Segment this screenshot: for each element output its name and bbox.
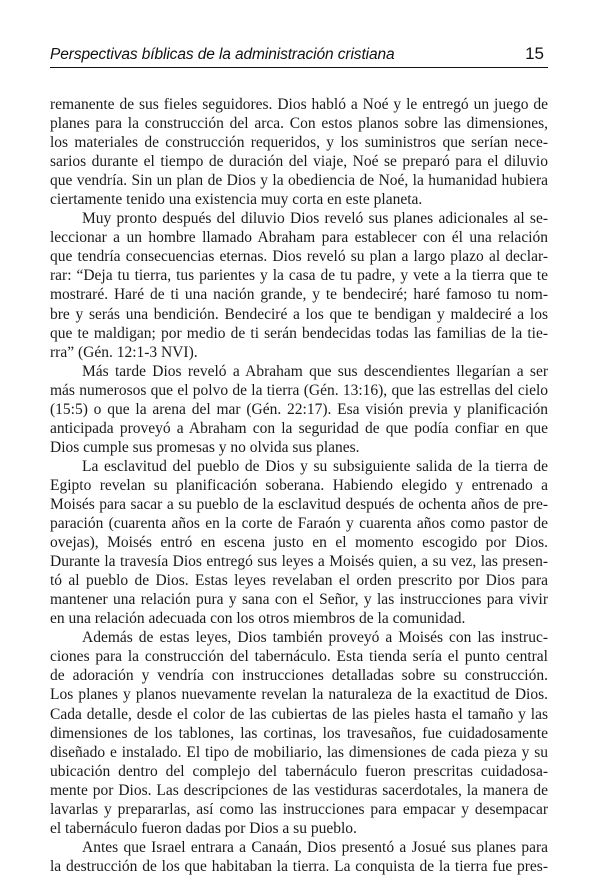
text-line: el tabernáculo fueron dadas por Dios a su pueblo. [50,819,357,837]
paragraph [50,362,548,457]
text-line: sarios durante el tiempo de duración del viaje, Noé se preparó para el diluvio [50,153,548,171]
text-line: ovejas), Moisés entró en escena justo en el momento escogido por Dios. [50,534,548,552]
page-number: 15 [525,44,544,63]
paragraph [50,838,548,876]
text-line: que te maldigan; por medio de ti serán bendecidas todas las familias de la tie- [50,324,548,342]
text-line: rra” (Gén. 12:1-3 NVI). [50,343,198,361]
text-line: ubicación dentro del complejo del tabernáculo fueron prescritas cuidadosa- [50,762,548,780]
text-line: de adoración y vendría con instrucciones detalladas sobre su construcción. [50,667,548,685]
body-text [50,95,548,876]
paragraph [50,457,548,628]
text-line: mostraré. Haré de ti una nación grande, y te bendeciré; haré famoso tu nom- [50,286,548,304]
text-line: que tendría consecuencias eternas. Dios reveló su plan a largo plazo al declar- [50,248,548,266]
text-line: ciones para la construcción del tabernáculo. Esta tienda sería el punto central [50,648,548,666]
text-line: La esclavitud del pueblo de Dios y su subsiguiente salida de la tierra de [82,457,548,475]
text-line: remanente de sus fieles seguidores. Dios habló a Noé y le entregó un juego de [50,96,548,113]
text-line: Durante la travesía Dios entregó sus leyes a Moisés quien, a su vez, las presen- [50,553,548,571]
text-line: planes para la construcción del arca. Con estos planos sobre las dimensiones, [50,115,548,133]
text-line: lavarlas y prepararlas, así como las instrucciones para empacar y desempacar [50,800,548,818]
text-line: Además de estas leyes, Dios también proveyó a Moisés con las instruc- [82,629,548,647]
text-line: en una relación adecuada con los otros miembros de la comunidad. [50,610,466,628]
text-line: rar: “Deja tu tierra, tus parientes y la casa de tu padre, y vete a la tierra que te [50,267,548,285]
running-title: Perspectivas bíblicas de la administración cristiana [50,46,395,63]
paragraph [50,95,548,209]
text-line: mente por Dios. Las descripciones de las vestiduras sacerdotales, la manera de [50,781,548,799]
text-line: bre y serás una bendición. Bendeciré a los que te bendigan y maldeciré a los [50,305,548,323]
text-line: tó al pueblo de Dios. Estas leyes revelaban el orden prescrito por Dios para [50,572,548,590]
text-line: Dios cumple sus promesas y no olvida sus planes. [50,438,360,456]
running-header [50,42,548,64]
text-line: Muy pronto después del diluvio Dios reveló sus planes adicionales al se- [82,210,548,228]
text-line: Egipto revelan su planificación soberana. Habiendo elegido y entrenado a [50,476,548,494]
text-line: diseñado e instalado. El tipo de mobiliario, las dimensiones de cada pieza y su [50,743,548,761]
text-line: Moisés para sacar a su pueblo de la esclavitud después de ochenta años de pre- [50,495,548,513]
text-line: paración (cuarenta años en la corte de Faraón y cuarenta años como pastor de [50,515,548,533]
paragraph [50,209,548,361]
text-line: dimensiones de los tablones, las cortinas, los travesaños, fue cuidadosamente [50,724,548,742]
text-line: Más tarde Dios reveló a Abraham que sus descendientes llegarían a ser [82,362,548,380]
paragraph [50,628,548,838]
text-line: la destrucción de los que habitaban la tierra. La conquista de la tierra fue pres- [50,857,548,875]
text-line: Los planes y planos nuevamente revelan la naturaleza de la exactitud de Dios. [50,686,548,704]
text-line: Antes que Israel entrara a Canaán, Dios presentó a Josué sus planes para [82,838,548,856]
header-rule [50,67,548,68]
text-line: más numerosos que el polvo de la tierra (Gén. 13:16), que las estrellas del cielo [50,381,548,399]
text-line: mantener una relación pura y sana con el Señor, y las instrucciones para vivir [50,591,548,609]
text-line: que vendría. Sin un plan de Dios y la obediencia de Noé, la humanidad hubiera [50,172,548,190]
text-line: (15:5) o que la arena del mar (Gén. 22:17). Esa visión previa y planificación [50,400,548,418]
text-line: ciertamente tenido una existencia muy corta en este planeta. [50,191,423,209]
text-line: leccionar a un hombre llamado Abraham para establecer con él una relación [50,229,548,247]
text-line: los materiales de construcción requeridos, y los suministros que serían nece- [50,134,548,152]
text-line: anticipada proveyó a Abraham con la seguridad de que podía confiar en que [50,419,548,437]
text-line: Cada detalle, desde el color de las cubiertas de las pieles hasta el tamaño y las [50,705,548,723]
